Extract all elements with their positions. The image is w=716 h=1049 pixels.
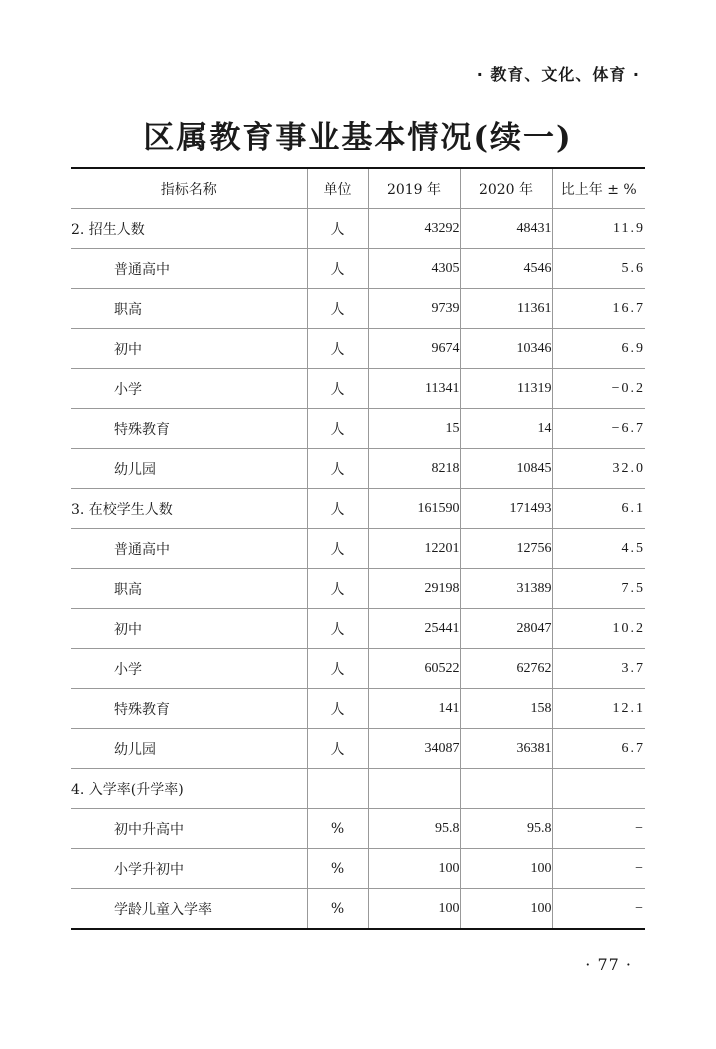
row-unit-cell: 人 xyxy=(307,249,368,289)
row-unit-cell: 人 xyxy=(307,449,368,489)
row-change-cell: 3.7 xyxy=(552,649,645,689)
table-row xyxy=(71,609,645,649)
row-2019-value-cell: 4305 xyxy=(368,249,460,289)
row-change-cell: −0.2 xyxy=(552,369,645,409)
row-2020-value-cell xyxy=(460,769,552,809)
row-change-cell: 10.2 xyxy=(552,609,645,649)
row-change-cell: −6.7 xyxy=(552,409,645,449)
row-2019-value-cell: 11341 xyxy=(368,369,460,409)
row-2020-value-cell: 62762 xyxy=(460,649,552,689)
table-row xyxy=(71,569,645,609)
row-name-cell: 职高 xyxy=(71,569,307,609)
row-2019-value-cell: 34087 xyxy=(368,729,460,769)
row-2020-value-cell: 100 xyxy=(460,889,552,930)
table-row xyxy=(71,729,645,769)
education-stats-table xyxy=(71,167,645,930)
table-row xyxy=(71,329,645,369)
row-unit-cell: % xyxy=(307,889,368,930)
row-change-cell: 16.7 xyxy=(552,289,645,329)
row-change-cell: 5.6 xyxy=(552,249,645,289)
row-name-cell: 初中 xyxy=(71,329,307,369)
row-unit-cell: 人 xyxy=(307,569,368,609)
row-name-cell: 3. 在校学生人数 xyxy=(71,489,307,529)
row-name-cell: 职高 xyxy=(71,289,307,329)
table-row xyxy=(71,209,645,249)
row-name-cell: 普通高中 xyxy=(71,529,307,569)
row-unit-cell: % xyxy=(307,809,368,849)
row-2019-value-cell: 95.8 xyxy=(368,809,460,849)
row-unit-cell xyxy=(307,769,368,809)
row-name-cell: 小学 xyxy=(71,649,307,689)
row-name-cell: 普通高中 xyxy=(71,249,307,289)
table-row xyxy=(71,289,645,329)
row-unit-cell: 人 xyxy=(307,409,368,449)
table-body xyxy=(71,209,645,930)
column-header-indicator: 指标名称 xyxy=(71,168,307,209)
row-change-cell: 4.5 xyxy=(552,529,645,569)
table-row xyxy=(71,369,645,409)
row-2019-value-cell: 100 xyxy=(368,889,460,930)
row-2020-value-cell: 28047 xyxy=(460,609,552,649)
row-name-cell: 特殊教育 xyxy=(71,689,307,729)
row-name-cell: 小学 xyxy=(71,369,307,409)
row-name-cell: 2. 招生人数 xyxy=(71,209,307,249)
table-row xyxy=(71,409,645,449)
row-2020-value-cell: 12756 xyxy=(460,529,552,569)
row-2019-value-cell: 15 xyxy=(368,409,460,449)
row-change-cell: 32.0 xyxy=(552,449,645,489)
row-2019-value-cell: 25441 xyxy=(368,609,460,649)
row-name-cell: 初中升高中 xyxy=(71,809,307,849)
row-name-cell: 特殊教育 xyxy=(71,409,307,449)
row-change-cell: 6.9 xyxy=(552,329,645,369)
row-unit-cell: 人 xyxy=(307,689,368,729)
row-2020-value-cell: 31389 xyxy=(460,569,552,609)
column-header-2020: 2020 年 xyxy=(460,168,552,209)
row-2019-value-cell: 8218 xyxy=(368,449,460,489)
row-change-cell: − xyxy=(552,849,645,889)
row-2020-value-cell: 4546 xyxy=(460,249,552,289)
row-2020-value-cell: 36381 xyxy=(460,729,552,769)
column-header-unit: 单位 xyxy=(307,168,368,209)
row-name-cell: 幼儿园 xyxy=(71,729,307,769)
row-2020-value-cell: 95.8 xyxy=(460,809,552,849)
row-unit-cell: 人 xyxy=(307,649,368,689)
row-unit-cell: 人 xyxy=(307,289,368,329)
row-2020-value-cell: 14 xyxy=(460,409,552,449)
row-unit-cell: 人 xyxy=(307,209,368,249)
row-name-cell: 学龄儿童入学率 xyxy=(114,901,212,918)
row-2019-value-cell: 43292 xyxy=(368,209,460,249)
row-2020-value-cell: 48431 xyxy=(460,209,552,249)
row-2019-value-cell: 9674 xyxy=(368,329,460,369)
row-2020-value-cell: 100 xyxy=(460,849,552,889)
row-2019-value-cell: 29198 xyxy=(368,569,460,609)
row-name-cell: 小学升初中 xyxy=(71,849,307,889)
row-change-cell: − xyxy=(552,809,645,849)
table-row xyxy=(71,889,645,930)
row-name-cell: 初中 xyxy=(71,609,307,649)
row-change-cell: 12.1 xyxy=(552,689,645,729)
page-number: · 77 · xyxy=(585,955,632,974)
row-change-cell xyxy=(552,769,645,809)
table-row xyxy=(71,449,645,489)
row-2019-value-cell: 12201 xyxy=(368,529,460,569)
row-2019-value-cell: 9739 xyxy=(368,289,460,329)
row-name-cell: 4. 入学率(升学率) xyxy=(71,769,307,809)
table-row xyxy=(71,249,645,289)
row-change-cell: − xyxy=(552,889,645,930)
column-header-2019: 2019 年 xyxy=(368,168,460,209)
table-row xyxy=(71,489,645,529)
row-change-cell: 6.1 xyxy=(552,489,645,529)
row-2020-value-cell: 10346 xyxy=(460,329,552,369)
page-title: 区属教育事业基本情况(续一) xyxy=(143,120,573,156)
row-2019-value-cell: 60522 xyxy=(368,649,460,689)
row-2020-value-cell: 11319 xyxy=(460,369,552,409)
row-unit-cell: 人 xyxy=(307,369,368,409)
row-unit-cell: 人 xyxy=(307,489,368,529)
row-2020-value-cell: 11361 xyxy=(460,289,552,329)
row-2020-value-cell: 171493 xyxy=(460,489,552,529)
table-row xyxy=(71,769,645,809)
row-2020-value-cell: 158 xyxy=(460,689,552,729)
row-unit-cell: % xyxy=(307,849,368,889)
section-header: · 教育、文化、体育 · xyxy=(476,65,640,84)
row-2019-value-cell: 161590 xyxy=(368,489,460,529)
row-2019-value-cell: 141 xyxy=(368,689,460,729)
row-change-cell: 11.9 xyxy=(552,209,645,249)
row-change-cell: 6.7 xyxy=(552,729,645,769)
column-header-change: 比上年 ± % xyxy=(552,168,645,209)
table-row xyxy=(71,689,645,729)
row-change-cell: 7.5 xyxy=(552,569,645,609)
row-2019-value-cell: 100 xyxy=(368,849,460,889)
row-2019-value-cell xyxy=(368,769,460,809)
row-name-cell: 幼儿园 xyxy=(71,449,307,489)
table-row xyxy=(71,649,645,689)
table-row xyxy=(71,849,645,889)
row-unit-cell: 人 xyxy=(307,729,368,769)
table-row xyxy=(71,529,645,569)
table-row xyxy=(71,809,645,849)
table-header-row xyxy=(71,168,645,209)
row-2020-value-cell: 10845 xyxy=(460,449,552,489)
row-unit-cell: 人 xyxy=(307,329,368,369)
row-unit-cell: 人 xyxy=(307,529,368,569)
row-unit-cell: 人 xyxy=(307,609,368,649)
